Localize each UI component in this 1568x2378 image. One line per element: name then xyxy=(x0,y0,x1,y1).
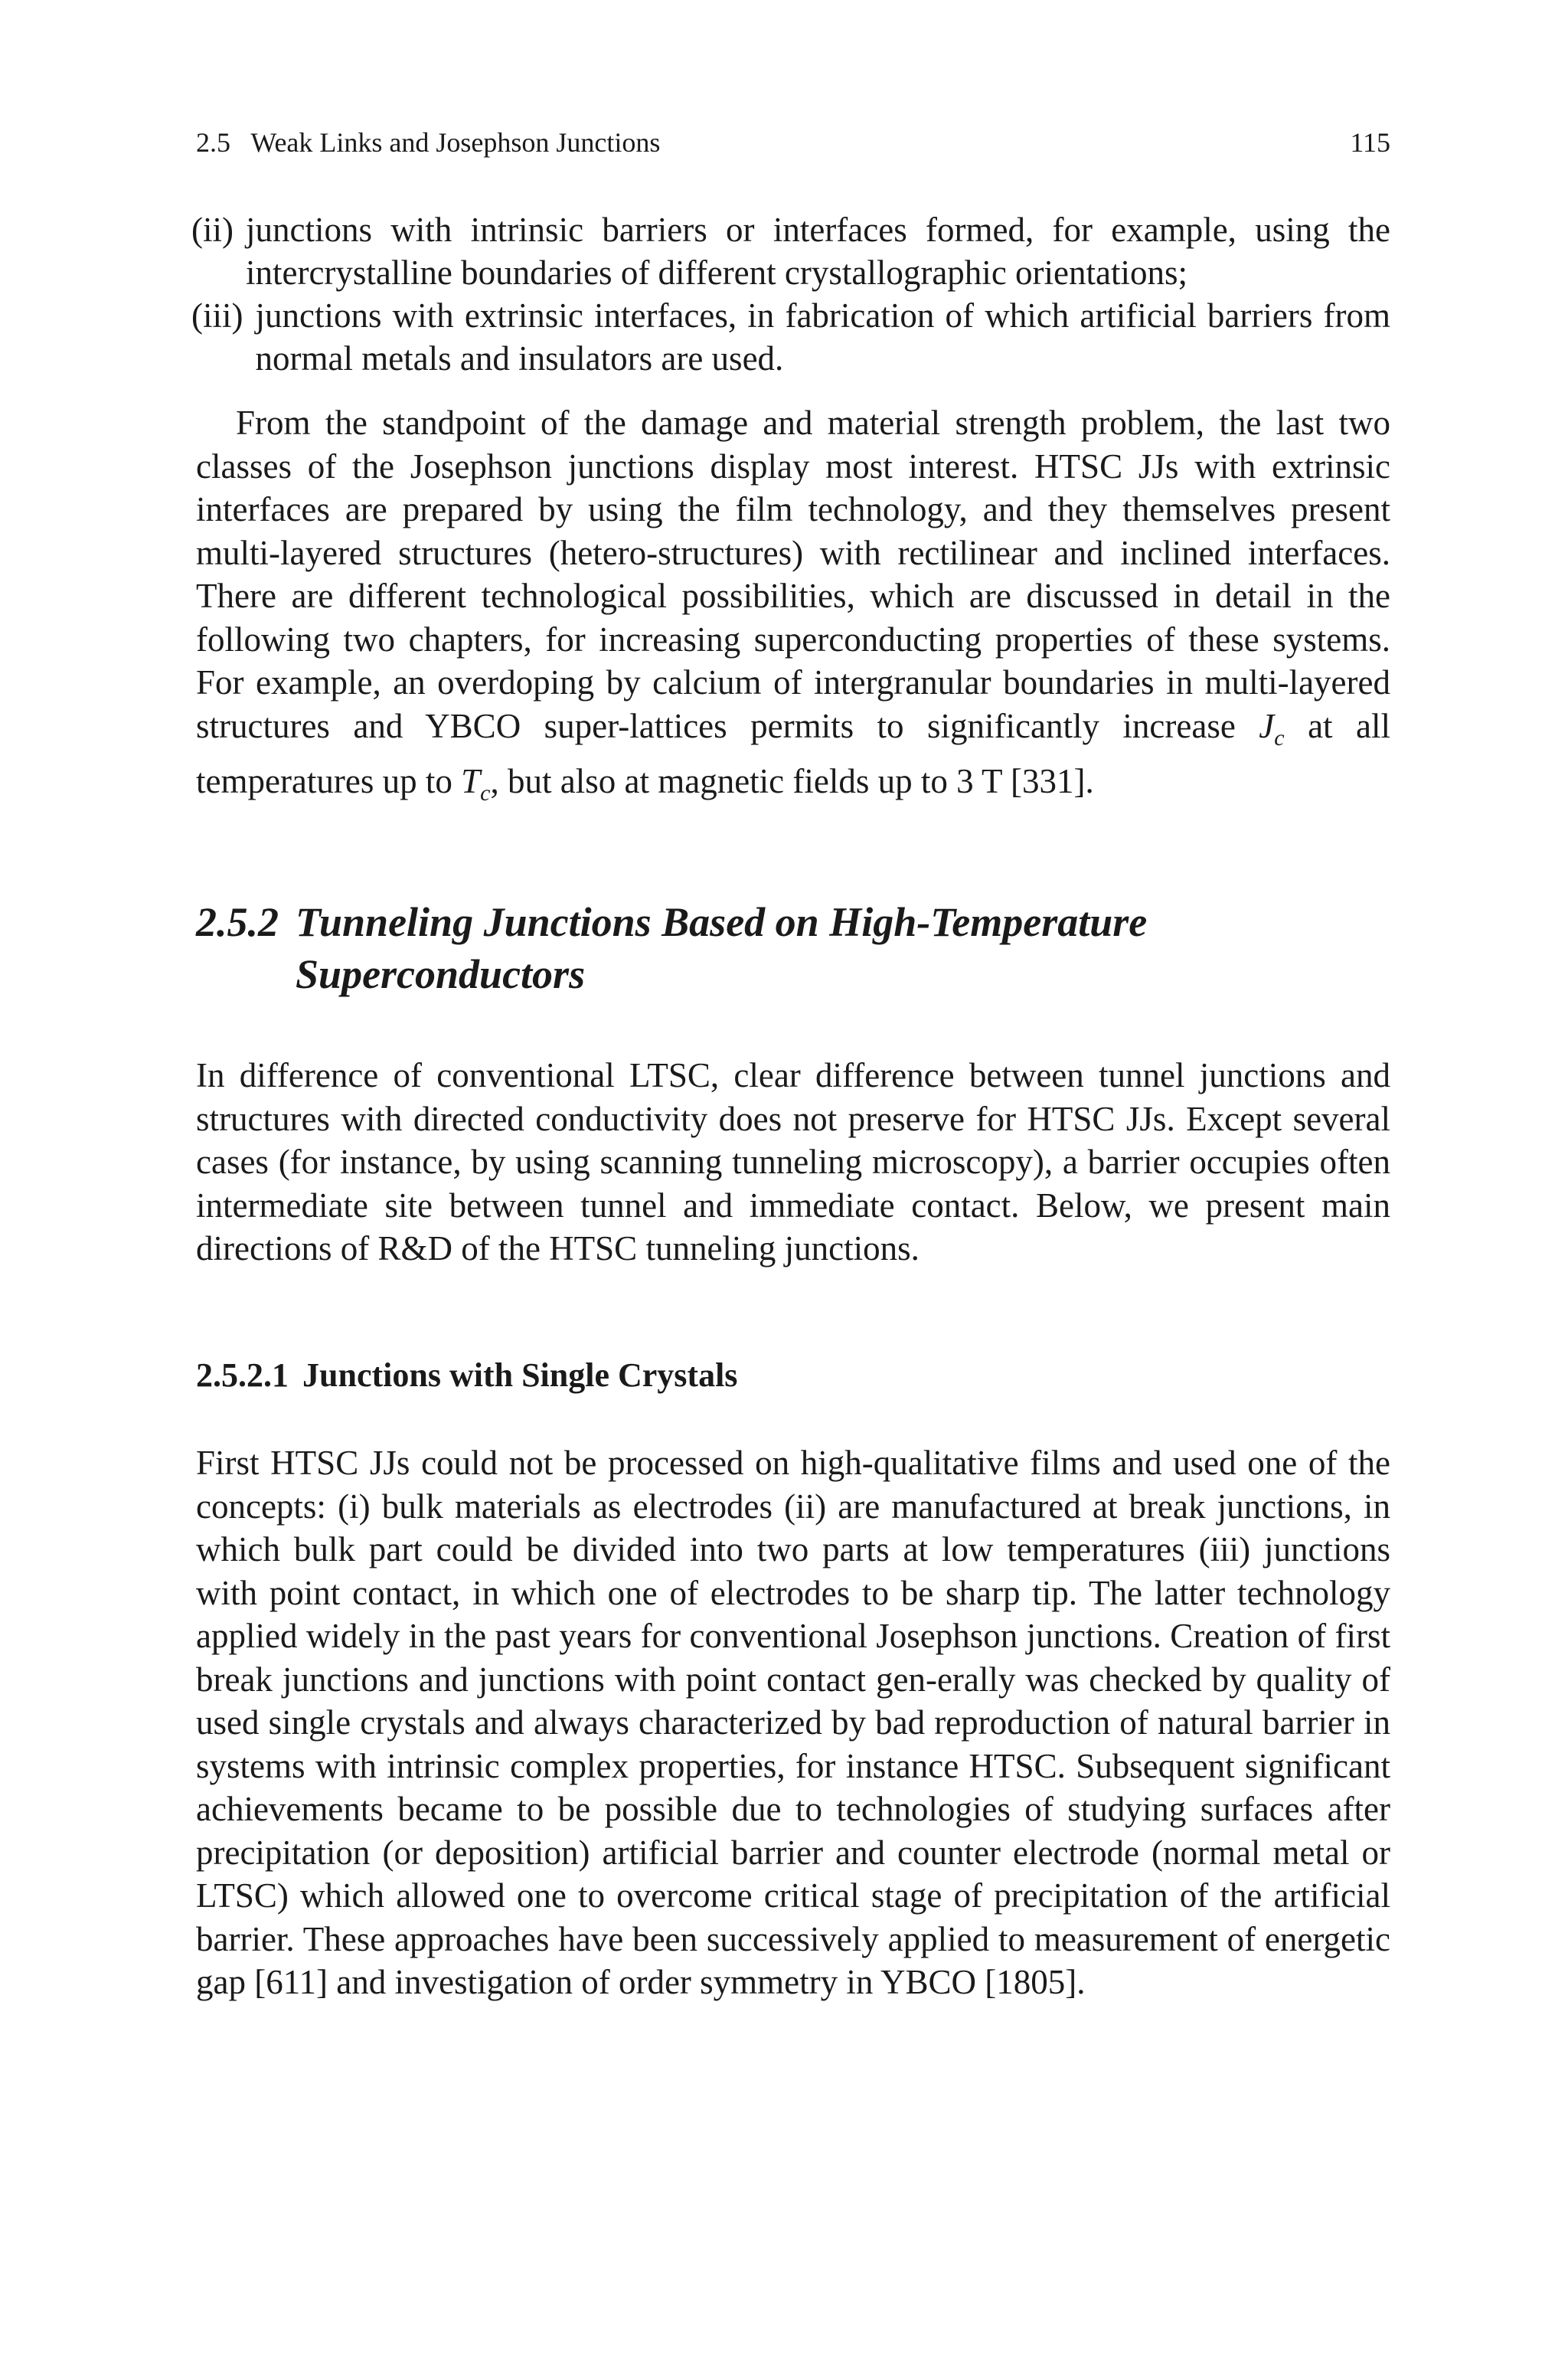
section-heading xyxy=(196,896,1390,1000)
paragraph-standpoint-main: From the standpoint of the damage and material strength problem, the last two classes of the Josephson junctions display most interest. HTSC JJs with extrinsic interfaces are prepared by using the film technology, and they themselves present multi-layered structures (hetero-structures) with rectilinear and inclined interfaces. There are different technological possibilities, which are discussed in detail in the following two chapters, for increasing superconducting properties of these systems. For example, an overdoping by calcium of intergranular boundaries in multi-layered structures and YBCO super-lattices permits to significantly increase xyxy=(196,404,1390,745)
paragraph-single-crystals: First HTSC JJs could not be processed on high-qualitative films and used one of the concepts: (i) bulk materials as electrodes (ii) are manufactured at break junctions, in which bulk part could be divided into two parts at low temperatures (iii) junctions with point contact, in which one of electrodes to be sharp tip. The latter technology applied widely in the past years for conventional Josephson junctions. Creation of first break junctions and junctions with point contact gen-erally was checked by quality of used single crystals and always characterized by bad reproduction of natural barrier in systems with intrinsic complex properties, for instance HTSC. Subsequent significant achievements became to be possible due to technologies of studying surfaces after precipitation (or deposition) artificial barrier and counter electrode (normal metal or LTSC) which allowed one to overcome critical stage of precipitation of the artificial barrier. These approaches have been successively applied to measurement of energetic gap [611] and investigation of order symmetry in YBCO [1805]. xyxy=(196,1444,1390,2001)
paragraph-standpoint-end: , but also at magnetic fields up to 3 T [331]. xyxy=(490,762,1094,800)
list-item-marker: (ii) xyxy=(191,211,234,249)
subsection-title: Junctions with Single Crystals xyxy=(302,1356,738,1394)
list-item xyxy=(191,294,1390,380)
jc-symbol: $J_c$ xyxy=(1259,706,1285,751)
list-item xyxy=(191,208,1390,294)
tc-symbol: $T_c$ xyxy=(461,762,491,806)
paragraph-standpoint-middle: at all temperatures up to xyxy=(196,706,1390,800)
section-title: Tunneling Junctions Based on High-Temperature Superconductors xyxy=(296,899,1148,997)
section-number: 2.5.2 xyxy=(196,899,279,945)
list-item-marker: (iii) xyxy=(191,296,243,335)
paragraph-standpoint xyxy=(196,401,1390,816)
list-item-text: junctions with intrinsic barriers or interfaces formed, for example, using the intercrystalline boundaries of different crystallographic orientations; xyxy=(245,211,1390,292)
subsection-heading xyxy=(196,1354,1390,1397)
jc-subscript: c xyxy=(1274,725,1285,751)
running-title: 2.5 Weak Links and Josephson Junctions xyxy=(196,127,661,158)
subsection-number: 2.5.2.1 xyxy=(196,1356,289,1394)
tc-subscript: c xyxy=(480,780,491,806)
junction-class-list xyxy=(191,208,1390,380)
list-item-text: junctions with extrinsic interfaces, in fabrication of which artificial barriers from normal metals and insulators are used. xyxy=(255,296,1390,378)
paragraph-ltsc-difference: In difference of conventional LTSC, clear difference between tunnel junctions and structures with directed conductivity does not preserve for HTSC JJs. Except several cases (for instance, by using scanning tunneling microscopy), a barrier occupies often intermediate site between tunnel and immediate contact. Below, we present main directions of R&D of the HTSC tunneling junctions. xyxy=(196,1056,1390,1268)
page-number: 115 xyxy=(1350,127,1390,158)
